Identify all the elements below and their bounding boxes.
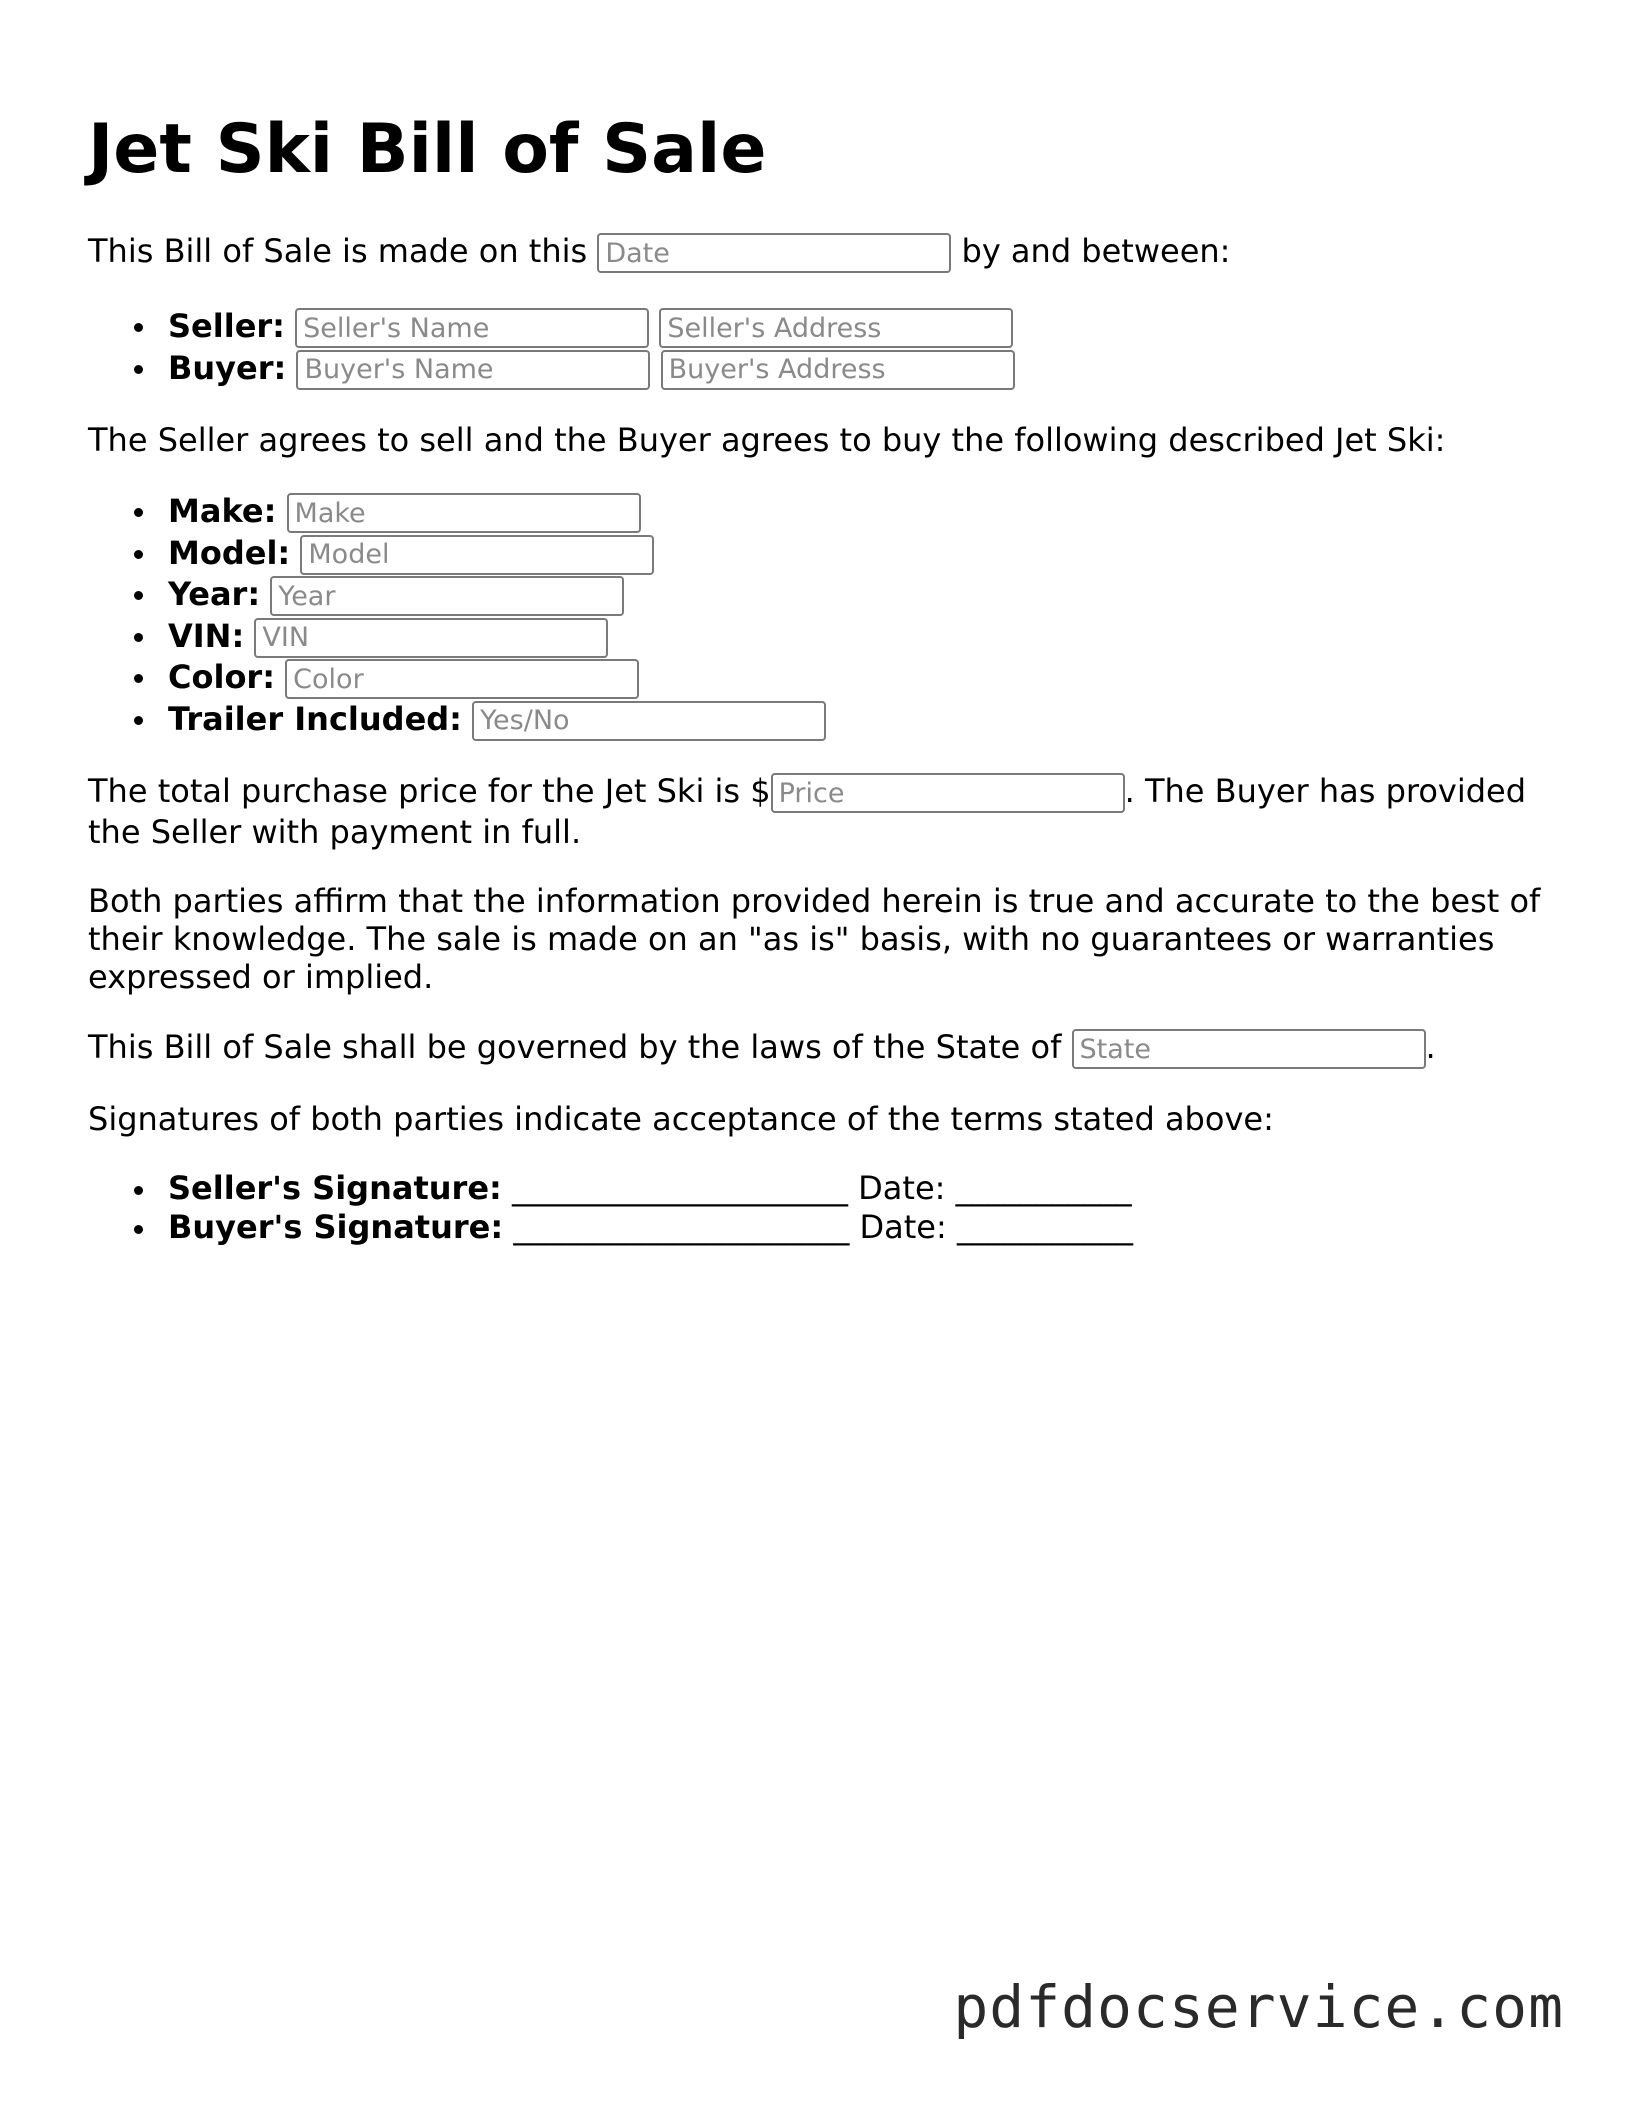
color-label: Color: bbox=[168, 658, 275, 696]
color-input[interactable] bbox=[285, 659, 639, 699]
model-label: Model: bbox=[168, 533, 291, 572]
buyer-signature-line[interactable]: _____________________ bbox=[513, 1208, 850, 1246]
detail-year bbox=[130, 574, 826, 616]
detail-trailer bbox=[130, 699, 826, 741]
trailer-label: Trailer Included: bbox=[168, 699, 462, 738]
governing-text-after: . bbox=[1425, 1028, 1436, 1066]
signatures-intro: Signatures of both parties indicate acceptance of the terms stated above: bbox=[88, 1100, 1274, 1138]
year-label: Year: bbox=[168, 575, 261, 613]
make-label: Make: bbox=[168, 492, 277, 530]
agreement-text: The Seller agrees to sell and the Buyer agrees to buy the following described Jet Ski: bbox=[88, 421, 1446, 459]
buyer-name-input[interactable] bbox=[296, 350, 650, 390]
buyer-address-input[interactable] bbox=[661, 350, 1015, 390]
intro-line bbox=[88, 231, 1230, 273]
buyer-date-line[interactable]: ___________ bbox=[956, 1208, 1133, 1246]
document-title: Jet Ski Bill of Sale bbox=[88, 110, 767, 189]
governing-law-line bbox=[88, 1027, 1436, 1069]
seller-address-input[interactable] bbox=[659, 308, 1013, 348]
seller-label: Seller: bbox=[168, 307, 285, 345]
price-input[interactable] bbox=[771, 773, 1125, 813]
year-input[interactable] bbox=[270, 576, 624, 616]
detail-make bbox=[130, 491, 826, 533]
vin-input[interactable] bbox=[254, 618, 608, 658]
detail-vin bbox=[130, 616, 826, 658]
signatures-list bbox=[130, 1169, 1133, 1247]
seller-signature-line[interactable]: _____________________ bbox=[511, 1169, 848, 1207]
buyer-signature-label: Buyer's Signature: bbox=[168, 1208, 504, 1246]
seller-date-line[interactable]: ___________ bbox=[955, 1169, 1132, 1207]
trailer-input[interactable] bbox=[472, 701, 826, 741]
sale-date-input[interactable] bbox=[597, 233, 951, 273]
seller-name-input[interactable] bbox=[295, 308, 649, 348]
watermark-text: pdfdocservice.com bbox=[953, 1973, 1564, 2041]
buyer-label: Buyer: bbox=[168, 348, 287, 387]
make-input[interactable] bbox=[287, 493, 641, 533]
affirmation-paragraph: Both parties affirm that the information provided herein is true and accurate to the best of their knowledge. The sale is made on an "as is" basis, with no guarantees or warranties expressed or implied. bbox=[88, 882, 1541, 996]
detail-model bbox=[130, 533, 826, 575]
price-text-before: The total purchase price for the Jet Ski is $ bbox=[88, 772, 771, 810]
price-text-after: . The Buyer has provided bbox=[1124, 772, 1527, 810]
intro-text-after: by and between: bbox=[961, 232, 1231, 270]
detail-color bbox=[130, 657, 826, 699]
seller-date-label: Date: bbox=[858, 1169, 946, 1207]
price-line-2: the Seller with payment in full. bbox=[88, 813, 582, 851]
intro-text-before: This Bill of Sale is made on this bbox=[88, 232, 588, 270]
seller-signature-item bbox=[130, 1169, 1133, 1208]
seller-signature-label: Seller's Signature: bbox=[168, 1169, 502, 1207]
price-line bbox=[88, 771, 1526, 813]
details-list bbox=[130, 491, 826, 740]
governing-text-before: This Bill of Sale shall be governed by the laws of the State of bbox=[88, 1028, 1062, 1066]
model-input[interactable] bbox=[300, 535, 654, 575]
buyer-signature-item bbox=[130, 1208, 1133, 1247]
buyer-date-label: Date: bbox=[859, 1208, 947, 1246]
state-input[interactable] bbox=[1072, 1029, 1426, 1069]
seller-item bbox=[130, 306, 1015, 348]
parties-list bbox=[130, 306, 1015, 389]
buyer-item bbox=[130, 348, 1015, 390]
vin-label: VIN: bbox=[168, 616, 245, 655]
